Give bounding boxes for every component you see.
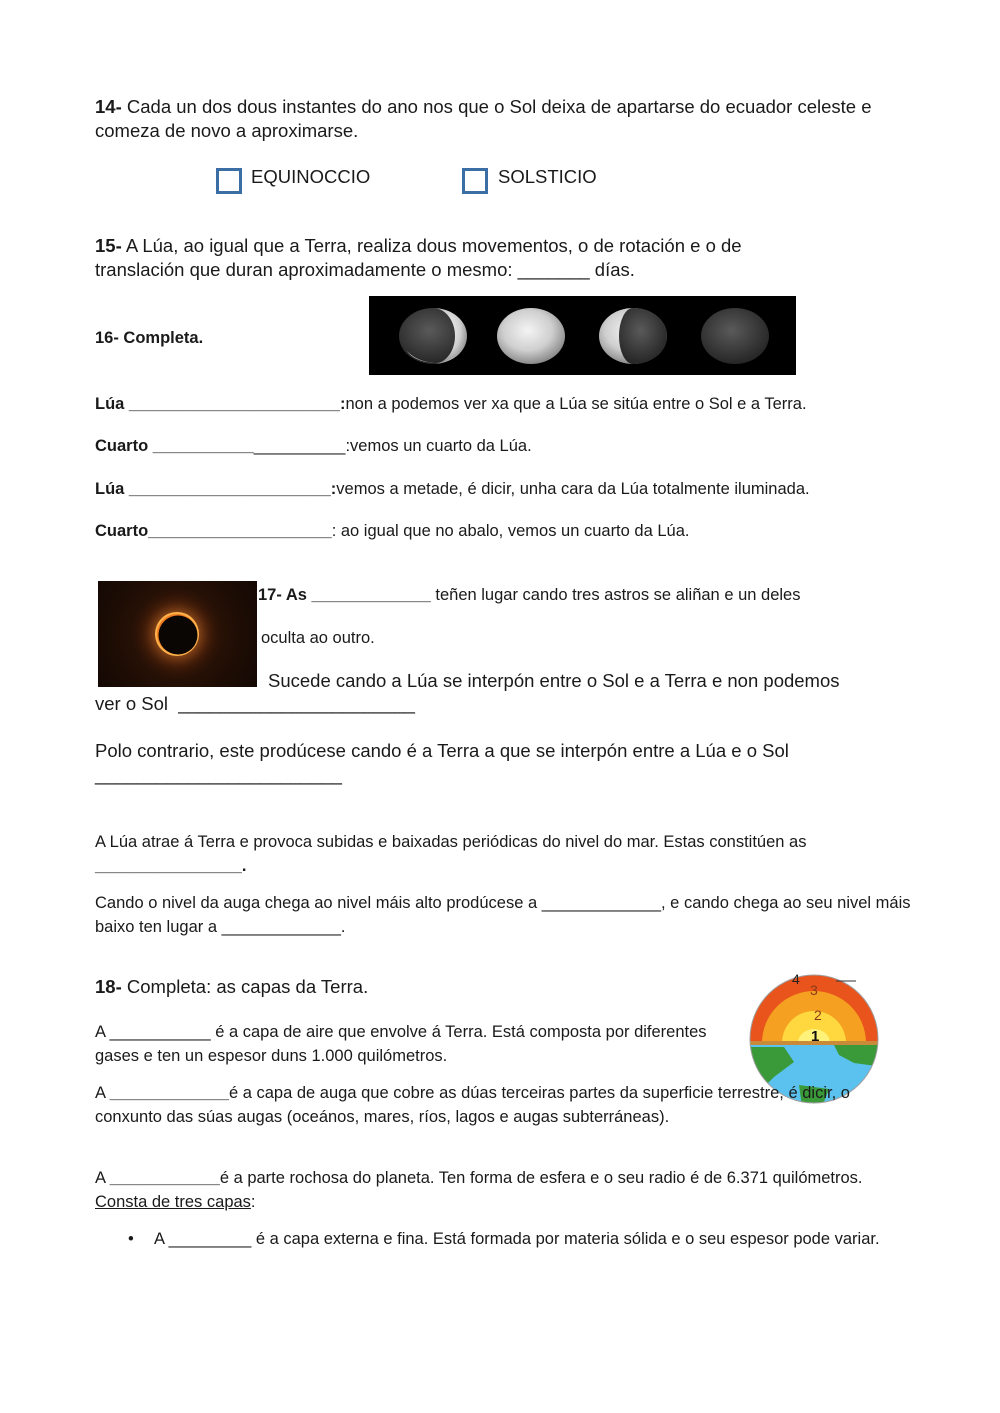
bullet-icon: • bbox=[128, 1230, 134, 1248]
solar-eclipse-image bbox=[98, 581, 257, 687]
question-18-text: Completa: as capas da Terra. bbox=[126, 976, 369, 997]
q18-blank-3[interactable]: ____________ bbox=[109, 1169, 220, 1187]
question-14-number: 14- bbox=[95, 96, 122, 117]
moon-new-icon bbox=[701, 308, 769, 364]
q17-text-1: teñen lugar cando tres astros se aliñan e un deles bbox=[435, 586, 801, 604]
tides-blank-1[interactable]: ________________. bbox=[95, 857, 247, 875]
equinoccio-label: EQUINOCCIO bbox=[251, 166, 371, 187]
q18-p3-link: Consta de tres capas bbox=[95, 1193, 251, 1211]
question-15-text: A Lúa, ao igual que a Terra, realiza dous movementos, o de rotación e o de translación que duran aproximadamente o mesmo: _______ días. bbox=[95, 235, 742, 280]
q18-bullet-item bbox=[128, 1227, 888, 1251]
q18-p3-end: : bbox=[250, 1193, 256, 1211]
q17-text-5: Polo contrario, este prodúcese cando é a Terra a que se interpón entre a Lúa e o Sol bbox=[95, 740, 789, 761]
q18-bullet-list bbox=[128, 1227, 888, 1251]
solsticio-checkbox[interactable] bbox=[462, 168, 488, 194]
q18-p2-prefix: A bbox=[95, 1084, 110, 1102]
earth-layer-label: 1 bbox=[811, 1028, 820, 1045]
q17-text-3: Sucede cando a Lúa se interpón entre o Sol e a Terra e non podemos bbox=[268, 670, 840, 691]
q18-p3-prefix: A bbox=[95, 1169, 110, 1187]
moon-phases-image bbox=[369, 296, 796, 375]
q18-p3-text: é a parte rochosa do planeta. Ten forma de esfera e o seu radio é de 6.371 quilómetros. bbox=[219, 1169, 863, 1187]
moon-phases-graphic bbox=[369, 296, 796, 375]
q16-line-2 bbox=[95, 434, 925, 458]
q16-line-3-text: vemos a metade, é dicir, unha cara da Lúa totalmente iluminada. bbox=[336, 480, 810, 498]
q18-bullet-1-text: A _________ é a capa externa e fina. Está formada por materia sólida e o seu espesor pode variar. bbox=[154, 1230, 880, 1248]
earth-layer-label: 3 bbox=[810, 982, 818, 998]
q17-line-1 bbox=[258, 583, 938, 607]
q18-paragraph-2 bbox=[95, 1081, 865, 1129]
q17-text-6[interactable]: ________________________ bbox=[95, 764, 342, 785]
q16-line-3 bbox=[95, 477, 925, 501]
question-18-number: 18- bbox=[95, 976, 122, 997]
question-14 bbox=[95, 95, 885, 143]
q18-paragraph-1: A ___________ é a capa de aire que envolve á Terra. Está composta por diferentes gases e ten un espesor duns 1.000 quilómetros. bbox=[95, 1023, 707, 1065]
equinoccio-checkbox[interactable] bbox=[216, 168, 242, 194]
q17-text-4[interactable]: ver o Sol _______________________ bbox=[95, 693, 415, 714]
q16-line-4 bbox=[95, 519, 925, 543]
q18-p2-text: é a capa de auga que cobre as dúas terceiras partes da superficie terrestre, é dicir, o conxunto das súas augas (oceános, mares, ríos, lagos e augas subterráneas). bbox=[95, 1084, 850, 1126]
question-16-title: 16- Completa. bbox=[95, 329, 204, 347]
q18-paragraph-3 bbox=[95, 1166, 865, 1214]
tides-paragraph-2: Cando o nivel da auga chega ao nivel máis alto prodúcese a _____________, e cando chega ao seu nivel máis baixo ten lugar a _____________. bbox=[95, 894, 911, 936]
q16-line-4-blank[interactable]: Cuarto____________________ bbox=[95, 522, 332, 540]
moon-full-icon bbox=[497, 308, 565, 364]
question-14-text: Cada un dos dous instantes do ano nos que o Sol deixa de apartarse do ecuador celeste e comeza de novo a aproximarse. bbox=[95, 96, 872, 141]
q18-blank-2[interactable]: _____________ bbox=[109, 1084, 229, 1102]
q16-line-2-blank[interactable]: Cuarto ___________ bbox=[95, 437, 254, 455]
tides-paragraph-1 bbox=[95, 830, 915, 878]
eclipse-graphic bbox=[98, 581, 257, 687]
earth-layer-label: 4 bbox=[792, 971, 800, 987]
question-18-title bbox=[95, 975, 368, 999]
q16-line-4-text: : ao igual que no abalo, vemos un cuarto da Lúa. bbox=[331, 522, 690, 540]
q17-text-2: oculta ao outro. bbox=[261, 629, 375, 647]
q16-line-1 bbox=[95, 392, 925, 416]
question-15-number: 15- bbox=[95, 235, 122, 256]
solsticio-label: SOLSTICIO bbox=[498, 166, 597, 187]
q16-line-3-blank[interactable]: Lúa ______________________: bbox=[95, 480, 337, 498]
q16-line-1-blank[interactable]: Lúa _______________________: bbox=[95, 395, 346, 413]
earth-layer-label: 2 bbox=[814, 1007, 822, 1023]
q16-line-1-text: non a podemos ver xa que a Lúa se sitúa entre o Sol e a Terra. bbox=[345, 395, 807, 413]
q17-blank-1[interactable]: 17- As _____________ bbox=[258, 586, 431, 604]
q16-line-2-text: __________:vemos un cuarto da Lúa. bbox=[253, 437, 532, 455]
tides-text-1: A Lúa atrae á Terra e provoca subidas e baixadas periódicas do nivel do mar. Estas constitúen as bbox=[95, 833, 807, 851]
question-15 bbox=[95, 234, 835, 282]
